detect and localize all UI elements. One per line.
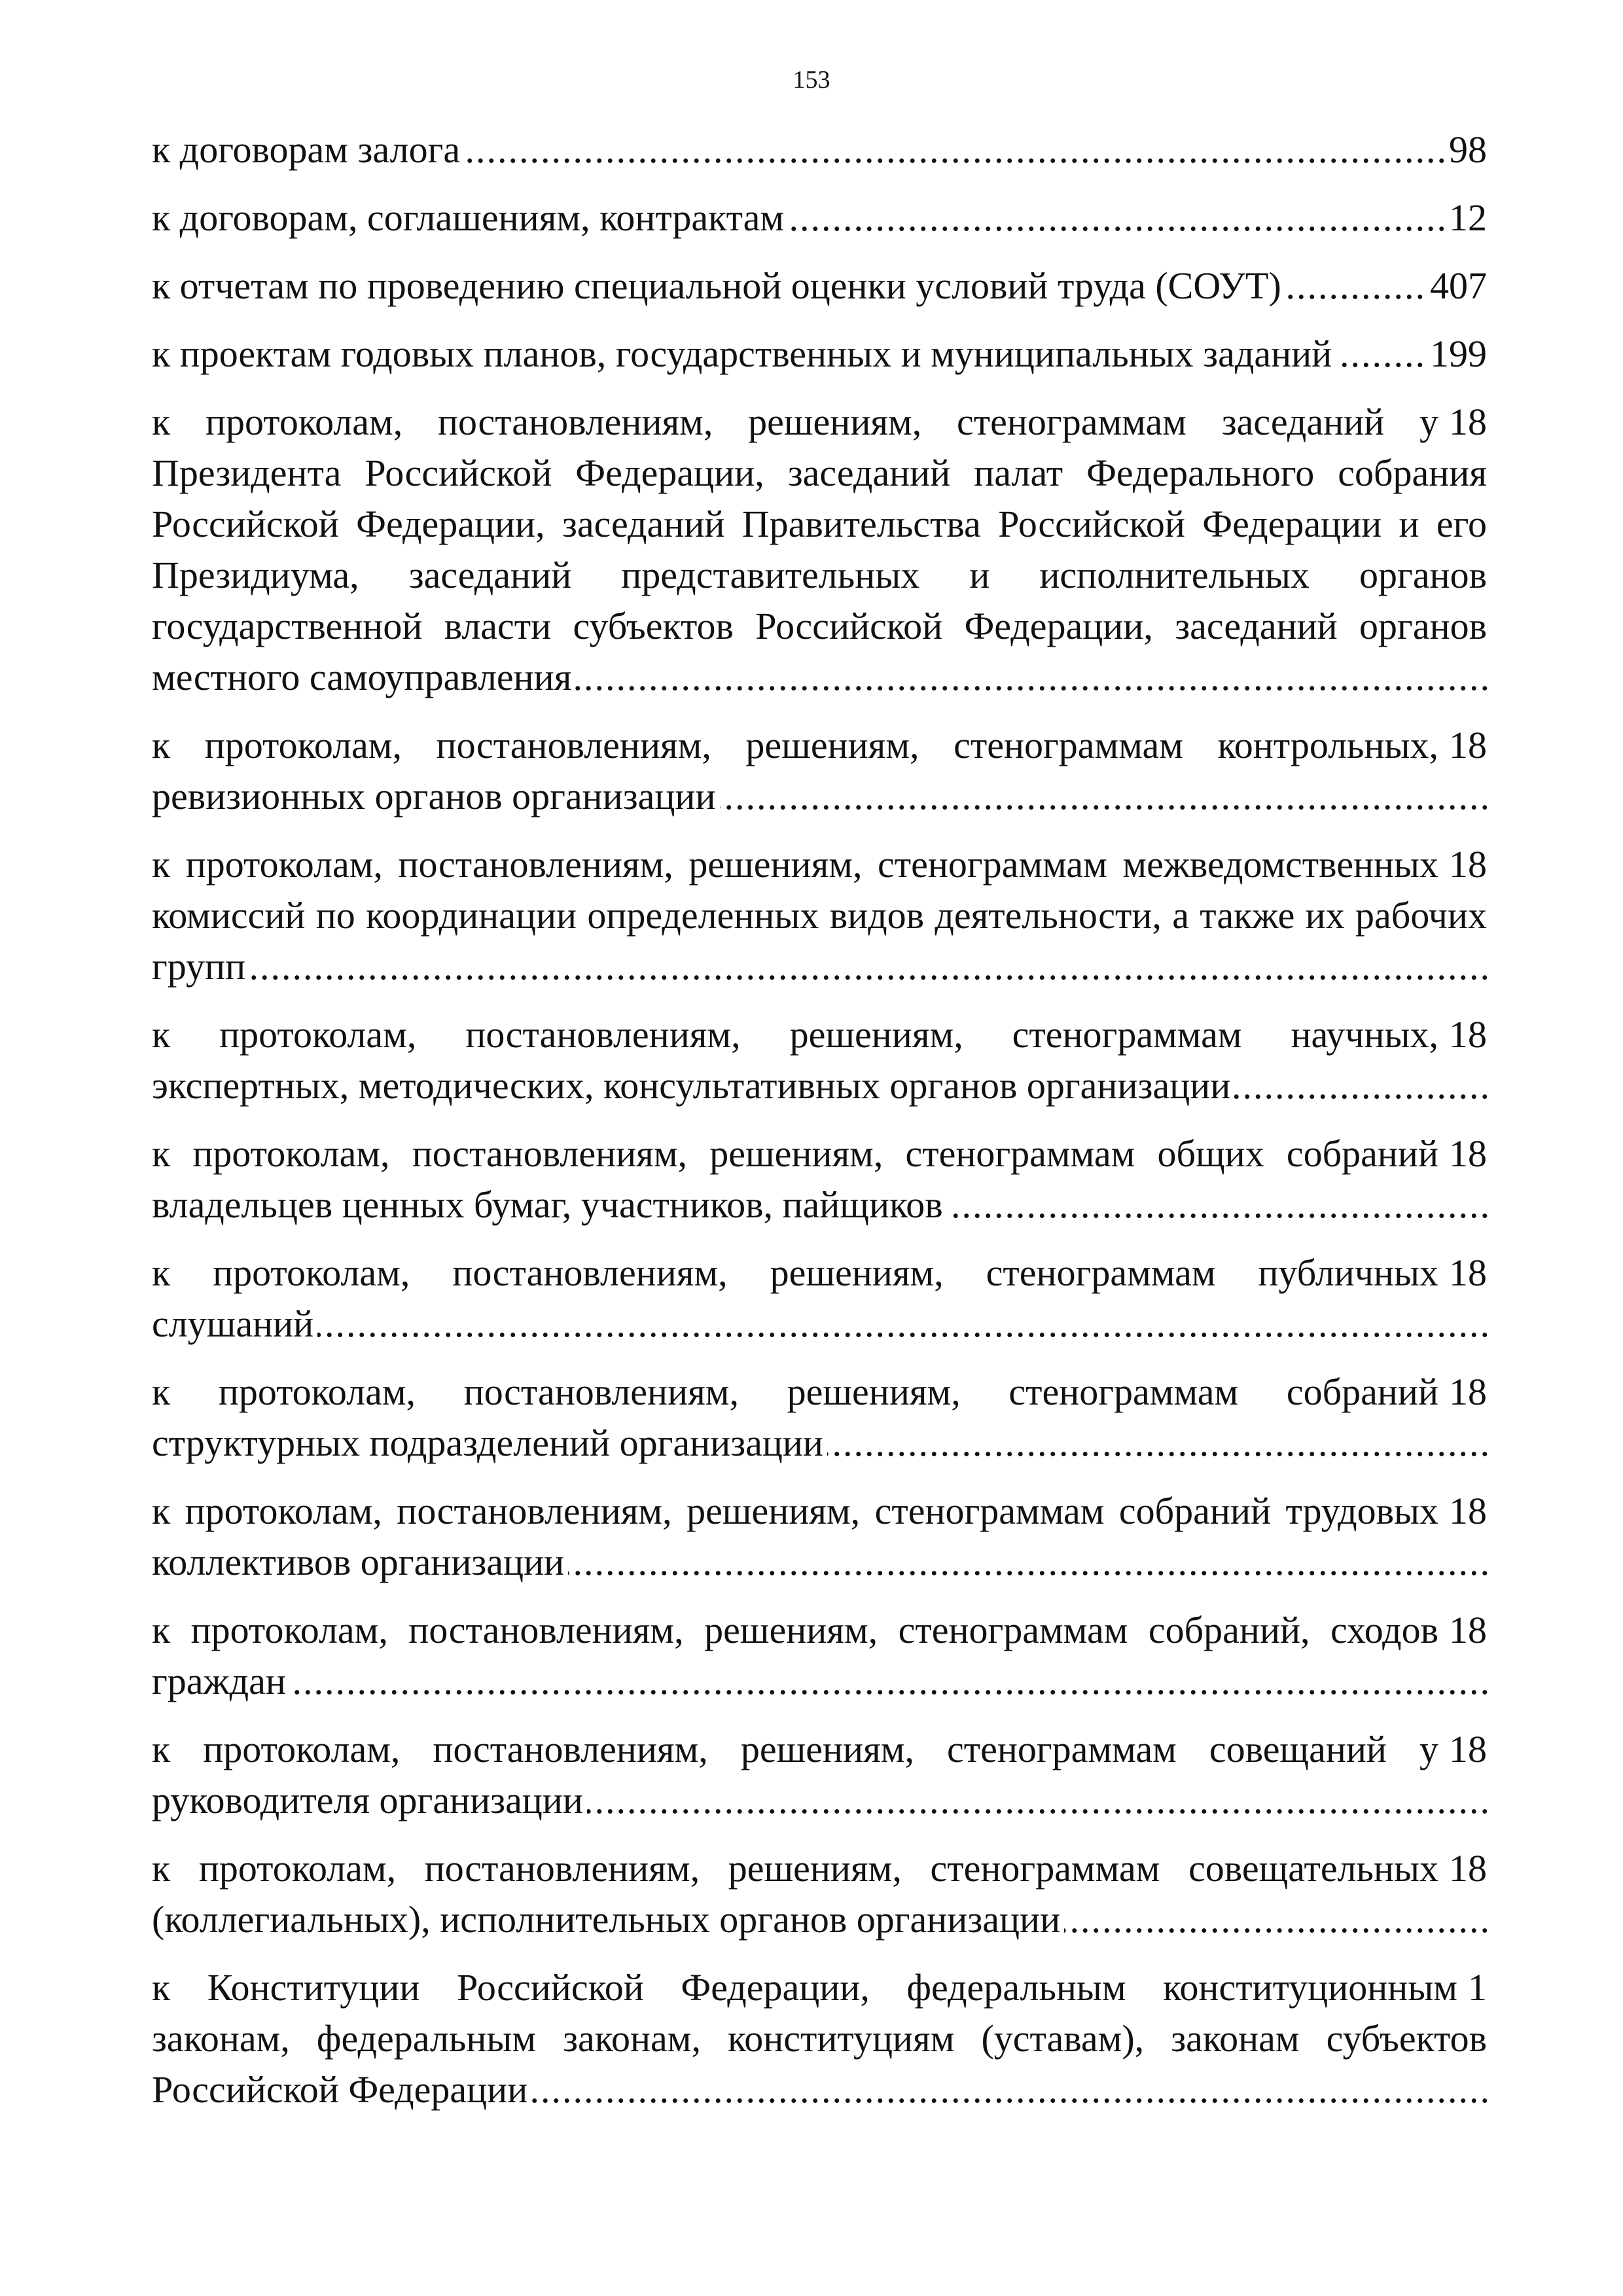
index-entry	[152, 1247, 1487, 1350]
index-entry-text: к протоколам, постановлениям, решениям, стенограммам заседаний у Президента Российской Федерации, заседаний палат Федерального собрания Российской Федерации, заседаний Правительства Российской Федерации и его Президиума, заседаний представительных и исполнительных органов государственной власти субъектов Российской Федерации, заседаний органов местного самоуправления	[152, 401, 1487, 698]
index-entry-text: к договорам, соглашениям, контрактам	[152, 196, 788, 239]
index-entry-text: к протоколам, постановлениям, решениям, стенограммам собраний, сходов граждан	[152, 1609, 1438, 1702]
index-entry-page: 18	[1445, 839, 1487, 890]
index-entry-text: к протоколам, постановлениям, решениям, стенограммам публичных слушаний	[152, 1251, 1438, 1345]
index-entry-text: к протоколам, постановлениям, решениям, стенограммам межведомственных комиссий по координации определенных видов деятельности, а также их рабочих групп	[152, 843, 1487, 988]
index-entry	[152, 1605, 1487, 1707]
index-entry-page: 98	[1445, 124, 1487, 175]
index-entry	[152, 192, 1487, 243]
index-entry-page: 12	[1445, 192, 1487, 243]
subject-index	[152, 124, 1487, 2132]
index-entry-page: 18	[1445, 1367, 1487, 1418]
index-entry	[152, 1962, 1487, 2115]
index-entry-page: 1	[1464, 1962, 1487, 2013]
index-entry-page: 18	[1445, 1128, 1487, 1179]
index-entry	[152, 329, 1487, 380]
page-number: 153	[793, 66, 830, 94]
index-entry	[152, 1367, 1487, 1469]
index-entry-page: 18	[1445, 397, 1487, 448]
index-entry-text: к проектам годовых планов, государственных и муниципальных заданий	[152, 332, 1336, 375]
index-entry-page: 18	[1445, 1724, 1487, 1775]
index-entry	[152, 1843, 1487, 1945]
index-entry-text: к протоколам, постановлениям, решениям, стенограммам контрольных, ревизионных органов организации	[152, 724, 1438, 817]
index-entry	[152, 124, 1487, 175]
index-entry-text: к протоколам, постановлениям, решениям, стенограммам общих собраний владельцев ценных бумаг, участников, пайщиков	[152, 1132, 1438, 1226]
index-entry-page: 199	[1426, 329, 1487, 380]
index-entry-text: к протоколам, постановлениям, решениям, стенограммам собраний структурных подразделений организации	[152, 1371, 1438, 1464]
index-entry	[152, 839, 1487, 992]
index-entry-page: 18	[1445, 1843, 1487, 1894]
index-entry	[152, 1128, 1487, 1230]
index-entry-page: 18	[1445, 1009, 1487, 1060]
index-entry-page: 18	[1445, 1486, 1487, 1537]
index-entry-text: к протоколам, постановлениям, решениям, стенограммам совещательных (коллегиальных), исполнительных органов организации	[152, 1847, 1438, 1941]
dot-leader	[152, 1656, 1487, 1707]
index-entry	[152, 1724, 1487, 1826]
index-entry	[152, 1009, 1487, 1111]
index-entry-text: к отчетам по проведению специальной оценки условий труда (СОУТ)	[152, 264, 1285, 307]
index-entry-text: к договорам залога	[152, 128, 464, 171]
index-entry-text: к протоколам, постановлениям, решениям, стенограммам совещаний у руководителя организации	[152, 1728, 1438, 1821]
dot-leader	[152, 1299, 1487, 1350]
dot-leader	[152, 941, 1487, 992]
index-entry-text: к протоколам, постановлениям, решениям, стенограммам научных, экспертных, методических, консультативных органов организации	[152, 1013, 1438, 1107]
index-entry	[152, 260, 1487, 312]
index-entry	[152, 397, 1487, 703]
index-entry-page: 18	[1445, 1605, 1487, 1656]
index-entry	[152, 1486, 1487, 1588]
index-entry-text: к Конституции Российской Федерации, федеральным конституционным законам, федеральным законам, конституциям (уставам), законам субъектов Российской Федерации	[152, 1966, 1487, 2111]
index-entry-page: 407	[1426, 260, 1487, 312]
index-entry-page: 18	[1445, 1247, 1487, 1299]
index-entry-page: 18	[1445, 720, 1487, 771]
index-entry	[152, 720, 1487, 822]
index-entry-text: к протоколам, постановлениям, решениям, стенограммам собраний трудовых коллективов организации	[152, 1490, 1438, 1583]
